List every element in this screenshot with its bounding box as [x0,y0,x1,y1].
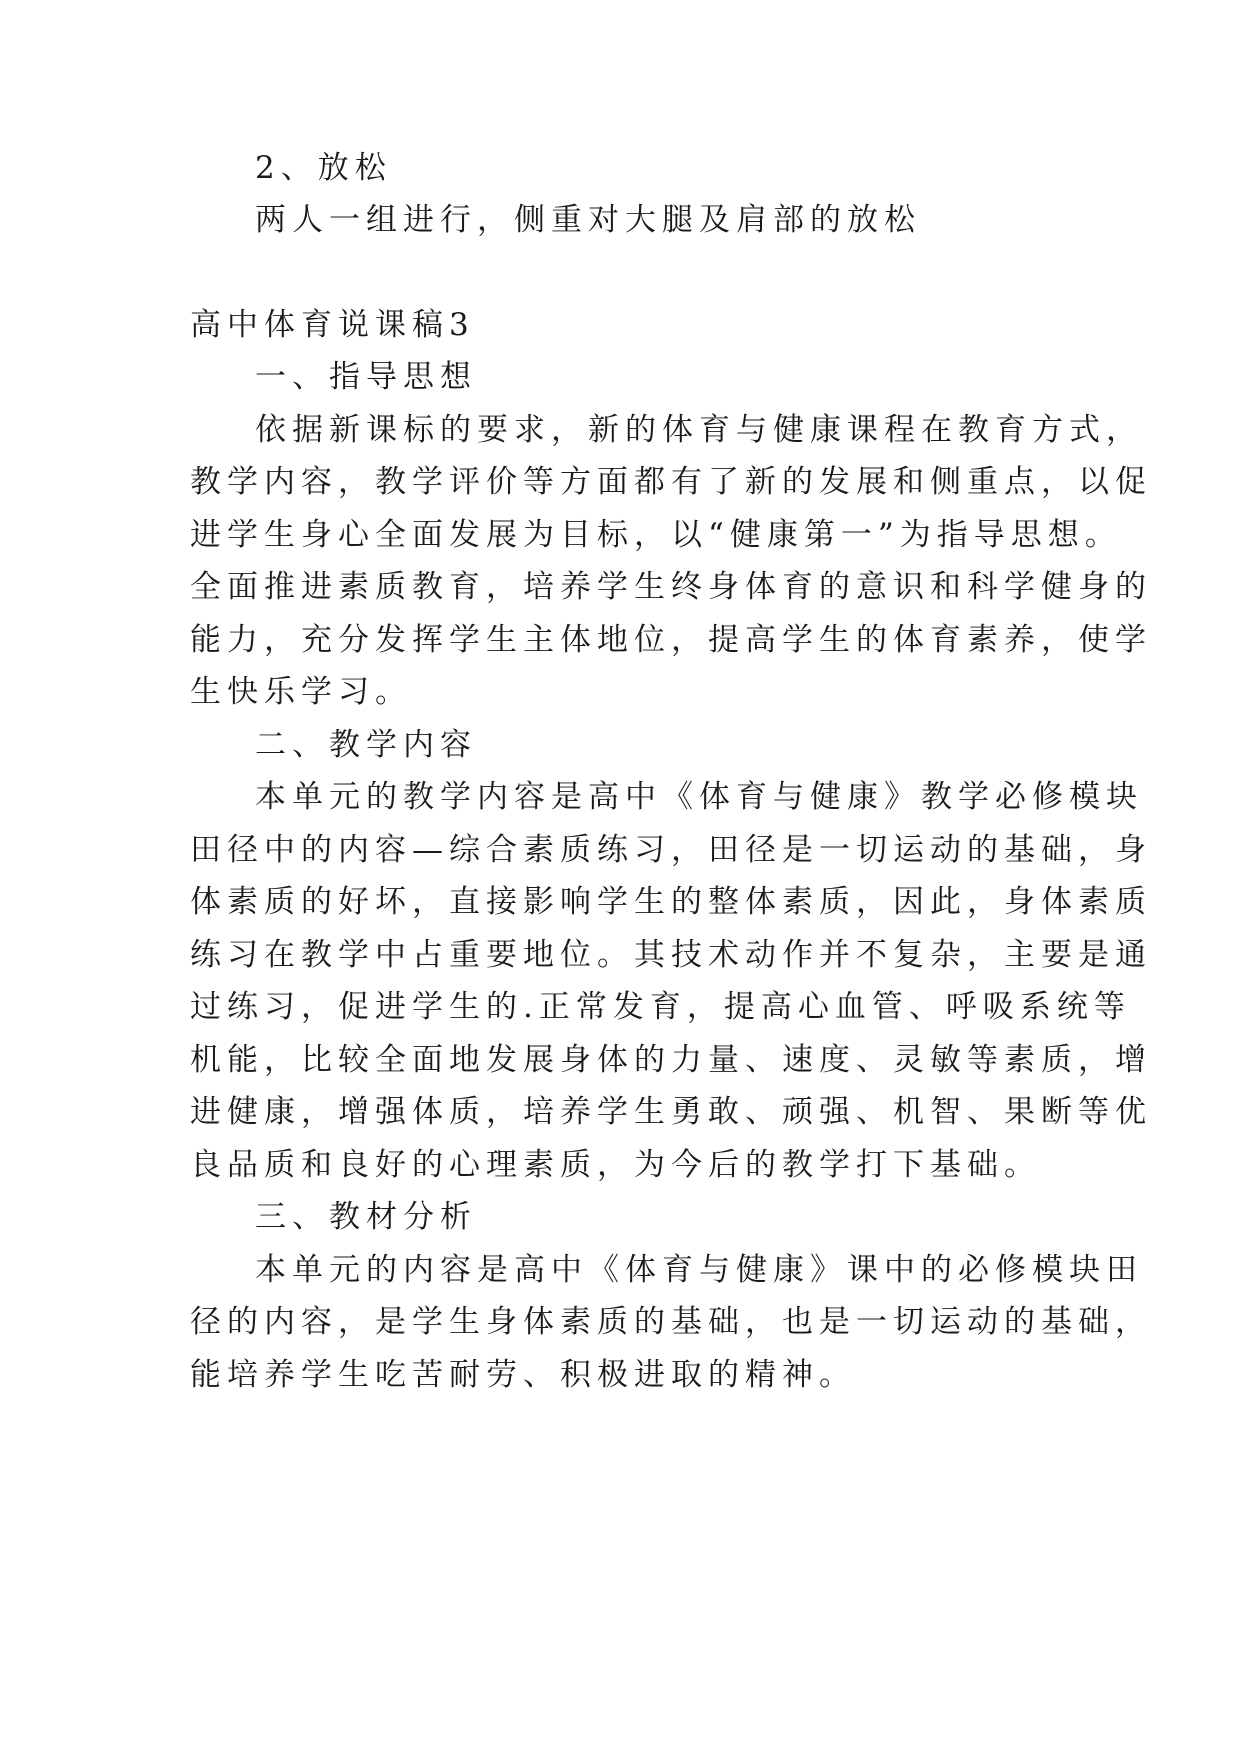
document-title: 高中体育说课稿3 [190,307,475,343]
paragraph-line: 本单元的教学内容是高中《体育与健康》教学必修模块 [255,779,1143,815]
paragraph-line: 田径中的内容—综合素质练习，田径是一切运动的基础，身 [190,832,1152,868]
heading-material-analysis: 三、教材分析 [255,1199,477,1235]
paragraph-line: 生快乐学习。 [190,674,412,710]
paragraph-relax: 两人一组进行，侧重对大腿及肩部的放松 [255,202,921,238]
paragraph-line: 能培养学生吃苦耐劳、积极进取的精神。 [190,1357,856,1393]
paragraph-line: 进学生身心全面发展为目标，以“健康第一”为指导思想。 [190,517,1122,553]
paragraph-line: 全面推进素质教育，培养学生终身体育的意识和科学健身的 [190,569,1152,605]
paragraph-line: 教学内容，教学评价等方面都有了新的发展和侧重点，以促 [190,464,1152,500]
heading-guiding-thought: 一、指导思想 [255,359,477,395]
paragraph-line: 体素质的好坏，直接影响学生的整体素质，因此，身体素质 [190,884,1152,920]
paragraph-line: 能力，充分发挥学生主体地位，提高学生的体育素养，使学 [190,622,1152,658]
paragraph-line: 本单元的内容是高中《体育与健康》课中的必修模块田 [255,1252,1143,1288]
section-heading-relax: 2、放松 [255,150,392,186]
paragraph-line: 练习在教学中占重要地位。其技术动作并不复杂，主要是通 [190,937,1152,973]
paragraph-line: 径的内容，是学生身体素质的基础，也是一切运动的基础， [190,1304,1152,1340]
paragraph-line: 依据新课标的要求，新的体育与健康课程在教育方式， [255,412,1143,448]
paragraph-line: 进健康，增强体质，培养学生勇敢、顽强、机智、果断等优 [190,1094,1152,1130]
paragraph-line: 机能，比较全面地发展身体的力量、速度、灵敏等素质，增 [190,1042,1152,1078]
heading-teaching-content: 二、教学内容 [255,727,477,763]
paragraph-line: 过练习，促进学生的.正常发育，提高心血管、呼吸系统等 [190,989,1131,1025]
paragraph-line: 良品质和良好的心理素质，为今后的教学打下基础。 [190,1147,1041,1183]
